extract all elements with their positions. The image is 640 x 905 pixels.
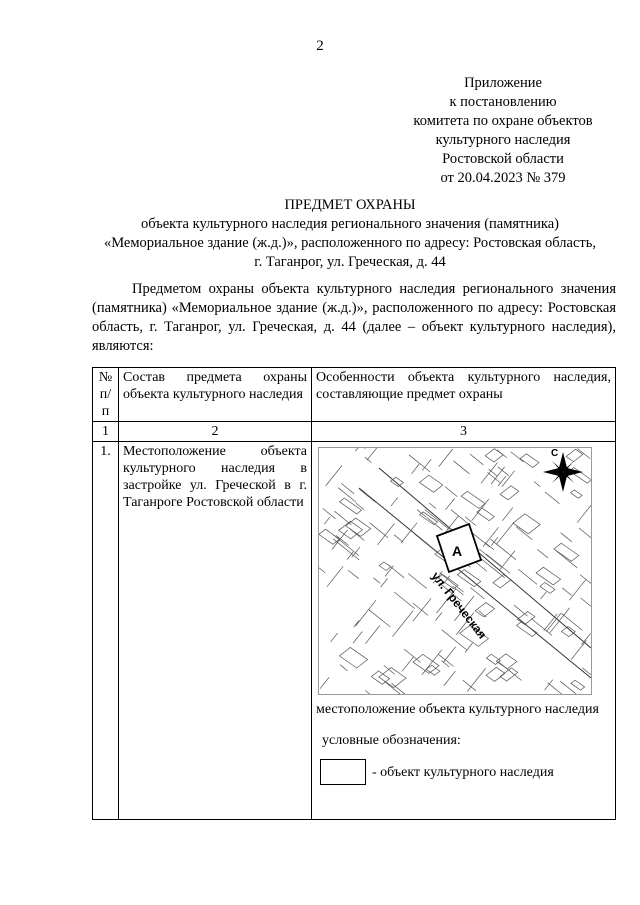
appendix-line: культурного наследия	[435, 132, 571, 148]
page-number: 2	[316, 38, 324, 54]
column-number: 1	[93, 422, 119, 442]
table-header-row	[93, 368, 616, 422]
row-features	[312, 442, 616, 820]
compass-north-label: С	[551, 448, 559, 459]
legend-swatch	[320, 759, 366, 785]
object-label: А	[451, 543, 463, 559]
location-map	[318, 447, 592, 695]
appendix-line: от 20.04.2023 № 379	[440, 170, 566, 186]
title-subline: г. Таганрог, ул. Греческая, д. 44	[254, 254, 446, 270]
legend	[316, 759, 611, 785]
legend-title: условные обозначения:	[322, 733, 461, 748]
header-num: № п/п	[93, 368, 119, 422]
intro-paragraph: Предметом охраны объекта культурного наследия регионального значения (памятника) «Мемориальное здание (ж.д.)», расположенного по адресу: Ростовская область, г. Таганрог, ул. Греческая, д. 44 (далее – объект культурного наследия), являются:	[92, 281, 616, 354]
table-row	[93, 442, 616, 820]
map-drawing	[319, 448, 591, 694]
header-composition: Состав предмета охраны объекта культурного наследия	[119, 368, 312, 422]
compass-rose-icon	[543, 452, 583, 492]
protection-table	[92, 367, 616, 820]
appendix-line: комитета по охране объектов	[413, 113, 593, 129]
legend-label: - объект культурного наследия	[372, 764, 554, 780]
header-features: Особенности объекта культурного наследия, составляющие предмет охраны	[312, 368, 616, 422]
title-subline: объекта культурного наследия регионального значения (памятника)	[140, 216, 560, 232]
row-composition: Местоположение объекта культурного наследия в застройке ул. Греческой в г. Таганроге Ростовской области	[119, 442, 312, 820]
appendix-line: к постановлению	[449, 94, 557, 110]
map-caption: местоположение объекта культурного наследия	[316, 702, 599, 717]
title-subline: «Мемориальное здание (ж.д.)», расположенного по адресу: Ростовская область,	[103, 235, 596, 251]
row-number: 1.	[93, 442, 119, 820]
column-number-row	[93, 422, 616, 442]
column-number: 2	[119, 422, 312, 442]
appendix-block	[408, 74, 598, 188]
column-number: 3	[312, 422, 616, 442]
title-heading: ПРЕДМЕТ ОХРАНЫ	[284, 197, 416, 213]
appendix-line: Приложение	[464, 75, 542, 91]
appendix-line: Ростовской области	[442, 151, 564, 167]
document-title	[80, 196, 620, 272]
street-label: ул. Греческая	[428, 569, 490, 642]
